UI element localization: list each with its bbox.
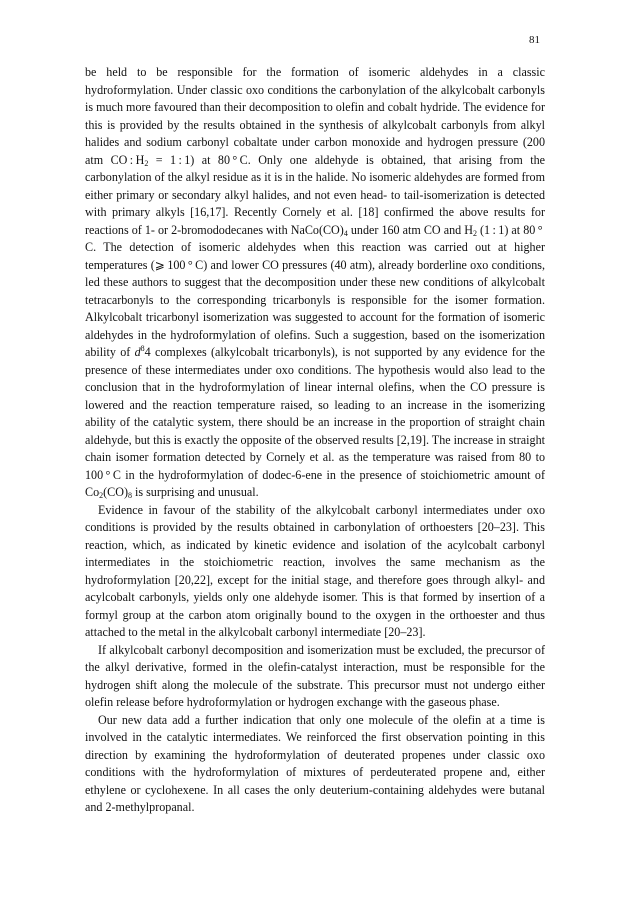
text-run: 8 (127, 491, 132, 500)
text-run: be held to be responsible for the formation of isomeric aldehydes in a classic hydroformylation. Under classic oxo conditions the carbonylation of the alkylcobalt carbonyls is much more favoured than their decomposition to olefin and cobalt hydride. The evidence for this is provided by the results obtained in the synthesis of alkylcobalt carbonyls from alkyl halides and sodium carbonyl cobaltate under carbon monoxide and hydrogen pressure (200 atm CO : H (85, 65, 545, 167)
text-run: 2 (472, 228, 477, 238)
text-run: is surprising and unusual. (131, 485, 259, 499)
text-run: 4 complexes (alkylcobalt tricarbonyls), is not supported by any evidence for the presence of these intermediates under oxo conditions. The hypothesis would also lead to the conclusion that in the hydroformylation of linear internal olefins, when the CO pressure is lowered and the reaction temperature raised, so leading to an increase in the isomerizing ability of the catalytic system, there should be an increase in the proportion of straight chain aldehyde, but this is exactly the opposite of the observed results [2,19]. The increase in straight chain isomer formation detected by Cornely et al. as the temperature was raised from 80 to 100 ° C in the hydroformylation of dodec-6-ene in the presence of stoichiometric amount of Co (85, 345, 545, 499)
text-run: Evidence in favour of the stability of the alkylcobalt carbonyl intermediates under oxo conditions is provided by the results obtained in carbonylation of orthoesters [20–23]. This reaction, which, as indicated by kinetic evidence and isolation of the acylcobalt carbonyl intermediates in the stoichiometric reaction, involves the same mechanism as the hydroformylation [20,22], except for the initial stage, and therefore goes through alkyl- and acylcobalt carbonyls, yields only one aldehyde isomer. This is that formed by insertion of a formyl group at the carbon atom originally bound to the oxygen in the orthoester and thus attached to the metal in the alkylcobalt carbonyl intermediate [20–23]. (85, 502, 545, 639)
text-run: Our new data add a further indication that only one molecule of the olefin at a time is involved in the catalytic intermediates. We reinforced the first observation pointing in this direction by examining the hydroformylation of deuterated propenes under classic oxo conditions with the hydroformylation of mixtures of perdeuterated propene and, either ethylene or cyclohexene. In all cases the only deuterium-containing aldehydes were butanal and 2-methylpropanal. (85, 712, 545, 814)
text-run: If alkylcobalt carbonyl decomposition and isomerization must be excluded, the precursor of the alkyl derivative, formed in the olefin-catalyst interaction, must be responsible for the hydrogen shift along the molecule of the substrate. This precursor must not undergo either olefin release before hydroformylation or hydrogen exchange with the gaseous phase. (85, 642, 545, 709)
text-run: 4 (343, 228, 348, 238)
text-run: = 1 : 1) at 80 ° C. Only one aldehyde is obtained, that arising from the carbonylation of the alkyl residue as it is in the halide. No isomeric aldehydes are formed from either primary or secondary alkyl halides, and not even head- to tail-isomerization is detected with primary alkyls [16,17]. Recently Cornely et al. [18] confirmed the above results for reactions of 1- or 2-bromododecanes with NaCo(CO) (85, 152, 545, 237)
text-run: under 160 atm CO and H (347, 222, 473, 237)
paragraph-1 (85, 64, 545, 502)
body-text (85, 64, 545, 817)
paragraph-3 (85, 642, 545, 712)
text-run: d (134, 345, 141, 359)
text-run: (1 : 1) at 80 ° C. The detection of isomeric aldehydes when this reaction was carried out at higher temperatures (⩾ 100 ° C) and lower CO pressures (40 atm), already borderline oxo conditions, led these authors to suggest that the decomposition under these new conditions of alkylcobalt tetracarbonyls to the corresponding tricarbonyls is responsible for the isomer formation. Alkylcobalt tricarbonyl isomerization was suggested to account for the formation of isomeric aldehydes in the hydroformylation of olefins. Such a suggestion, based on the isomerization ability of (85, 222, 545, 359)
text-run: 8 (140, 344, 145, 353)
text-run: 2 (99, 491, 104, 500)
paragraph-2 (85, 502, 545, 642)
text-run: (CO) (103, 485, 128, 499)
page-number: 81 (529, 34, 540, 46)
text-run: 2 (144, 158, 149, 168)
paragraph-4 (85, 712, 545, 817)
